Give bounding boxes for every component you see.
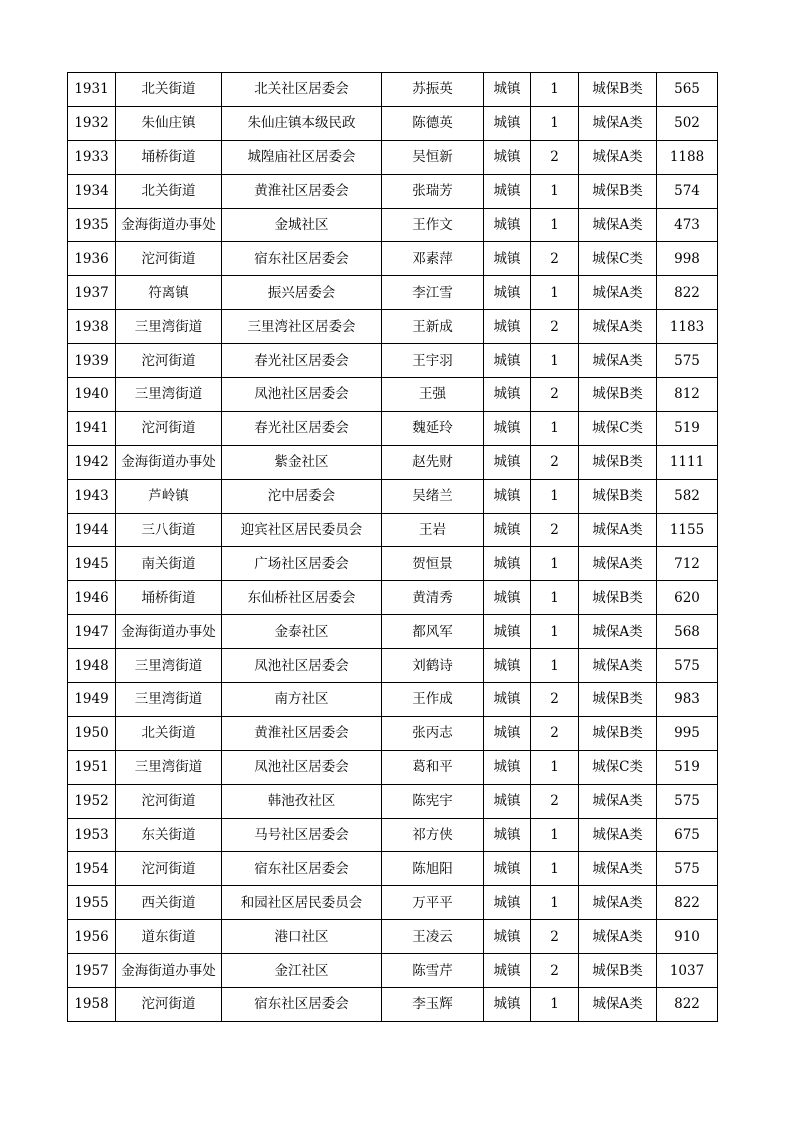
aid-category-cell: 城保A类 (579, 784, 657, 818)
area-type-cell: 城镇 (484, 479, 531, 513)
table-row (68, 106, 718, 140)
street-name-cell: 东关街道 (116, 818, 222, 852)
street-name-cell: 金海街道办事处 (116, 445, 222, 479)
person-name-cell: 王凌云 (382, 920, 484, 954)
aid-amount-cell: 1155 (657, 513, 718, 547)
street-name-cell: 芦岭镇 (116, 479, 222, 513)
roster-body (68, 73, 718, 1022)
area-type-cell: 城镇 (484, 615, 531, 649)
committee-name-cell: 紫金社区 (222, 445, 382, 479)
person-name-cell: 吴恒新 (382, 140, 484, 174)
table-row (68, 886, 718, 920)
aid-amount-cell: 910 (657, 920, 718, 954)
aid-amount-cell: 574 (657, 174, 718, 208)
committee-name-cell: 宿东社区居委会 (222, 242, 382, 276)
row-number-cell: 1953 (68, 818, 116, 852)
household-count-cell: 2 (531, 140, 579, 174)
area-type-cell: 城镇 (484, 988, 531, 1022)
row-number-cell: 1946 (68, 581, 116, 615)
table-row (68, 276, 718, 310)
table-row (68, 208, 718, 242)
row-number-cell: 1945 (68, 547, 116, 581)
row-number-cell: 1940 (68, 378, 116, 412)
area-type-cell: 城镇 (484, 106, 531, 140)
person-name-cell: 张丙志 (382, 716, 484, 750)
row-number-cell: 1939 (68, 344, 116, 378)
aid-category-cell: 城保B类 (579, 445, 657, 479)
row-number-cell: 1956 (68, 920, 116, 954)
row-number-cell: 1957 (68, 954, 116, 988)
area-type-cell: 城镇 (484, 411, 531, 445)
aid-category-cell: 城保A类 (579, 649, 657, 683)
street-name-cell: 金海街道办事处 (116, 208, 222, 242)
household-count-cell: 2 (531, 954, 579, 988)
area-type-cell: 城镇 (484, 73, 531, 107)
aid-amount-cell: 519 (657, 411, 718, 445)
aid-amount-cell: 568 (657, 615, 718, 649)
aid-category-cell: 城保A类 (579, 615, 657, 649)
street-name-cell: 三里湾街道 (116, 378, 222, 412)
committee-name-cell: 和园社区居民委员会 (222, 886, 382, 920)
aid-category-cell: 城保A类 (579, 547, 657, 581)
area-type-cell: 城镇 (484, 920, 531, 954)
aid-amount-cell: 575 (657, 852, 718, 886)
table-row (68, 683, 718, 717)
person-name-cell: 贺恒景 (382, 547, 484, 581)
table-row (68, 378, 718, 412)
committee-name-cell: 凤池社区居委会 (222, 378, 382, 412)
household-count-cell: 1 (531, 344, 579, 378)
household-count-cell: 2 (531, 242, 579, 276)
aid-category-cell: 城保A类 (579, 920, 657, 954)
committee-name-cell: 北关社区居委会 (222, 73, 382, 107)
aid-amount-cell: 575 (657, 649, 718, 683)
area-type-cell: 城镇 (484, 852, 531, 886)
street-name-cell: 三八街道 (116, 513, 222, 547)
person-name-cell: 陈宪宇 (382, 784, 484, 818)
person-name-cell: 都风军 (382, 615, 484, 649)
aid-category-cell: 城保A类 (579, 310, 657, 344)
aid-category-cell: 城保C类 (579, 411, 657, 445)
table-row (68, 242, 718, 276)
person-name-cell: 苏振英 (382, 73, 484, 107)
street-name-cell: 朱仙庄镇 (116, 106, 222, 140)
committee-name-cell: 港口社区 (222, 920, 382, 954)
row-number-cell: 1933 (68, 140, 116, 174)
area-type-cell: 城镇 (484, 818, 531, 852)
person-name-cell: 王作文 (382, 208, 484, 242)
street-name-cell: 三里湾街道 (116, 649, 222, 683)
row-number-cell: 1936 (68, 242, 116, 276)
row-number-cell: 1948 (68, 649, 116, 683)
table-row (68, 479, 718, 513)
street-name-cell: 道东街道 (116, 920, 222, 954)
area-type-cell: 城镇 (484, 445, 531, 479)
table-row (68, 784, 718, 818)
committee-name-cell: 韩池孜社区 (222, 784, 382, 818)
aid-amount-cell: 473 (657, 208, 718, 242)
person-name-cell: 王强 (382, 378, 484, 412)
committee-name-cell: 黄淮社区居委会 (222, 174, 382, 208)
committee-name-cell: 宿东社区居委会 (222, 852, 382, 886)
table-row (68, 547, 718, 581)
area-type-cell: 城镇 (484, 276, 531, 310)
person-name-cell: 陈德英 (382, 106, 484, 140)
aid-amount-cell: 565 (657, 73, 718, 107)
area-type-cell: 城镇 (484, 649, 531, 683)
area-type-cell: 城镇 (484, 683, 531, 717)
table-row (68, 411, 718, 445)
aid-amount-cell: 1111 (657, 445, 718, 479)
person-name-cell: 刘鹤诗 (382, 649, 484, 683)
table-row (68, 581, 718, 615)
person-name-cell: 王宇羽 (382, 344, 484, 378)
household-count-cell: 2 (531, 716, 579, 750)
aid-category-cell: 城保C类 (579, 750, 657, 784)
person-name-cell: 陈旭阳 (382, 852, 484, 886)
area-type-cell: 城镇 (484, 954, 531, 988)
table-row (68, 649, 718, 683)
table-row (68, 716, 718, 750)
table-row (68, 445, 718, 479)
row-number-cell: 1955 (68, 886, 116, 920)
table-row (68, 988, 718, 1022)
aid-category-cell: 城保A类 (579, 208, 657, 242)
row-number-cell: 1943 (68, 479, 116, 513)
household-count-cell: 2 (531, 920, 579, 954)
aid-category-cell: 城保B类 (579, 954, 657, 988)
person-name-cell: 邓素萍 (382, 242, 484, 276)
person-name-cell: 王作成 (382, 683, 484, 717)
aid-amount-cell: 675 (657, 818, 718, 852)
row-number-cell: 1935 (68, 208, 116, 242)
aid-category-cell: 城保B类 (579, 581, 657, 615)
aid-amount-cell: 1037 (657, 954, 718, 988)
row-number-cell: 1952 (68, 784, 116, 818)
person-name-cell: 张瑞芳 (382, 174, 484, 208)
committee-name-cell: 宿东社区居委会 (222, 988, 382, 1022)
area-type-cell: 城镇 (484, 242, 531, 276)
household-count-cell: 1 (531, 750, 579, 784)
street-name-cell: 南关街道 (116, 547, 222, 581)
aid-amount-cell: 822 (657, 276, 718, 310)
aid-category-cell: 城保B类 (579, 174, 657, 208)
aid-amount-cell: 983 (657, 683, 718, 717)
aid-amount-cell: 822 (657, 886, 718, 920)
household-count-cell: 1 (531, 649, 579, 683)
table-row (68, 615, 718, 649)
aid-amount-cell: 998 (657, 242, 718, 276)
household-count-cell: 2 (531, 310, 579, 344)
table-row (68, 344, 718, 378)
household-count-cell: 1 (531, 615, 579, 649)
roster-table (67, 72, 718, 1022)
street-name-cell: 北关街道 (116, 73, 222, 107)
aid-category-cell: 城保A类 (579, 276, 657, 310)
committee-name-cell: 迎宾社区居民委员会 (222, 513, 382, 547)
area-type-cell: 城镇 (484, 716, 531, 750)
aid-amount-cell: 1188 (657, 140, 718, 174)
aid-amount-cell: 575 (657, 784, 718, 818)
household-count-cell: 1 (531, 818, 579, 852)
household-count-cell: 1 (531, 208, 579, 242)
row-number-cell: 1944 (68, 513, 116, 547)
aid-amount-cell: 620 (657, 581, 718, 615)
street-name-cell: 北关街道 (116, 174, 222, 208)
row-number-cell: 1941 (68, 411, 116, 445)
aid-amount-cell: 502 (657, 106, 718, 140)
household-count-cell: 1 (531, 106, 579, 140)
area-type-cell: 城镇 (484, 886, 531, 920)
street-name-cell: 埇桥街道 (116, 140, 222, 174)
area-type-cell: 城镇 (484, 344, 531, 378)
aid-amount-cell: 812 (657, 378, 718, 412)
committee-name-cell: 广场社区居委会 (222, 547, 382, 581)
row-number-cell: 1931 (68, 73, 116, 107)
street-name-cell: 三里湾街道 (116, 683, 222, 717)
committee-name-cell: 春光社区居委会 (222, 344, 382, 378)
aid-category-cell: 城保A类 (579, 344, 657, 378)
table-row (68, 140, 718, 174)
household-count-cell: 2 (531, 378, 579, 412)
area-type-cell: 城镇 (484, 140, 531, 174)
row-number-cell: 1958 (68, 988, 116, 1022)
aid-category-cell: 城保A类 (579, 886, 657, 920)
household-count-cell: 1 (531, 411, 579, 445)
committee-name-cell: 春光社区居委会 (222, 411, 382, 445)
street-name-cell: 沱河街道 (116, 784, 222, 818)
aid-category-cell: 城保A类 (579, 852, 657, 886)
aid-amount-cell: 822 (657, 988, 718, 1022)
table-row (68, 174, 718, 208)
street-name-cell: 北关街道 (116, 716, 222, 750)
area-type-cell: 城镇 (484, 208, 531, 242)
committee-name-cell: 金城社区 (222, 208, 382, 242)
aid-category-cell: 城保A类 (579, 106, 657, 140)
committee-name-cell: 凤池社区居委会 (222, 750, 382, 784)
aid-category-cell: 城保B类 (579, 479, 657, 513)
aid-category-cell: 城保A类 (579, 818, 657, 852)
household-count-cell: 1 (531, 852, 579, 886)
aid-category-cell: 城保A类 (579, 513, 657, 547)
person-name-cell: 吴绪兰 (382, 479, 484, 513)
household-count-cell: 1 (531, 174, 579, 208)
person-name-cell: 陈雪芹 (382, 954, 484, 988)
row-number-cell: 1954 (68, 852, 116, 886)
table-row (68, 73, 718, 107)
committee-name-cell: 南方社区 (222, 683, 382, 717)
person-name-cell: 王岩 (382, 513, 484, 547)
area-type-cell: 城镇 (484, 581, 531, 615)
person-name-cell: 李玉辉 (382, 988, 484, 1022)
aid-category-cell: 城保B类 (579, 378, 657, 412)
row-number-cell: 1938 (68, 310, 116, 344)
aid-amount-cell: 582 (657, 479, 718, 513)
committee-name-cell: 凤池社区居委会 (222, 649, 382, 683)
committee-name-cell: 东仙桥社区居委会 (222, 581, 382, 615)
person-name-cell: 王新成 (382, 310, 484, 344)
table-row (68, 920, 718, 954)
street-name-cell: 三里湾街道 (116, 310, 222, 344)
aid-amount-cell: 995 (657, 716, 718, 750)
area-type-cell: 城镇 (484, 378, 531, 412)
street-name-cell: 沱河街道 (116, 411, 222, 445)
table-row (68, 513, 718, 547)
row-number-cell: 1947 (68, 615, 116, 649)
committee-name-cell: 沱中居委会 (222, 479, 382, 513)
household-count-cell: 1 (531, 886, 579, 920)
row-number-cell: 1937 (68, 276, 116, 310)
aid-category-cell: 城保B类 (579, 716, 657, 750)
person-name-cell: 魏延玲 (382, 411, 484, 445)
area-type-cell: 城镇 (484, 784, 531, 818)
person-name-cell: 赵先财 (382, 445, 484, 479)
aid-amount-cell: 519 (657, 750, 718, 784)
household-count-cell: 1 (531, 581, 579, 615)
aid-category-cell: 城保A类 (579, 140, 657, 174)
aid-amount-cell: 575 (657, 344, 718, 378)
household-count-cell: 1 (531, 276, 579, 310)
committee-name-cell: 朱仙庄镇本级民政 (222, 106, 382, 140)
aid-category-cell: 城保C类 (579, 242, 657, 276)
street-name-cell: 西关街道 (116, 886, 222, 920)
household-count-cell: 1 (531, 479, 579, 513)
household-count-cell: 1 (531, 988, 579, 1022)
street-name-cell: 沱河街道 (116, 344, 222, 378)
area-type-cell: 城镇 (484, 513, 531, 547)
household-count-cell: 2 (531, 445, 579, 479)
table-row (68, 310, 718, 344)
household-count-cell: 2 (531, 784, 579, 818)
street-name-cell: 符离镇 (116, 276, 222, 310)
street-name-cell: 埇桥街道 (116, 581, 222, 615)
street-name-cell: 金海街道办事处 (116, 615, 222, 649)
committee-name-cell: 金江社区 (222, 954, 382, 988)
row-number-cell: 1951 (68, 750, 116, 784)
aid-amount-cell: 1183 (657, 310, 718, 344)
committee-name-cell: 黄淮社区居委会 (222, 716, 382, 750)
person-name-cell: 葛和平 (382, 750, 484, 784)
committee-name-cell: 马号社区居委会 (222, 818, 382, 852)
committee-name-cell: 城隍庙社区居委会 (222, 140, 382, 174)
table-row (68, 852, 718, 886)
household-count-cell: 1 (531, 73, 579, 107)
street-name-cell: 金海街道办事处 (116, 954, 222, 988)
aid-category-cell: 城保B类 (579, 73, 657, 107)
row-number-cell: 1932 (68, 106, 116, 140)
row-number-cell: 1949 (68, 683, 116, 717)
row-number-cell: 1934 (68, 174, 116, 208)
table-row (68, 818, 718, 852)
aid-category-cell: 城保B类 (579, 683, 657, 717)
aid-amount-cell: 712 (657, 547, 718, 581)
area-type-cell: 城镇 (484, 547, 531, 581)
household-count-cell: 2 (531, 513, 579, 547)
area-type-cell: 城镇 (484, 310, 531, 344)
area-type-cell: 城镇 (484, 750, 531, 784)
person-name-cell: 祁方侠 (382, 818, 484, 852)
table-row (68, 954, 718, 988)
street-name-cell: 三里湾街道 (116, 750, 222, 784)
household-count-cell: 2 (531, 683, 579, 717)
person-name-cell: 万平平 (382, 886, 484, 920)
row-number-cell: 1942 (68, 445, 116, 479)
committee-name-cell: 三里湾社区居委会 (222, 310, 382, 344)
person-name-cell: 李江雪 (382, 276, 484, 310)
row-number-cell: 1950 (68, 716, 116, 750)
table-row (68, 750, 718, 784)
person-name-cell: 黄清秀 (382, 581, 484, 615)
household-count-cell: 1 (531, 547, 579, 581)
committee-name-cell: 振兴居委会 (222, 276, 382, 310)
area-type-cell: 城镇 (484, 174, 531, 208)
street-name-cell: 沱河街道 (116, 242, 222, 276)
street-name-cell: 沱河街道 (116, 852, 222, 886)
street-name-cell: 沱河街道 (116, 988, 222, 1022)
committee-name-cell: 金泰社区 (222, 615, 382, 649)
aid-category-cell: 城保A类 (579, 988, 657, 1022)
